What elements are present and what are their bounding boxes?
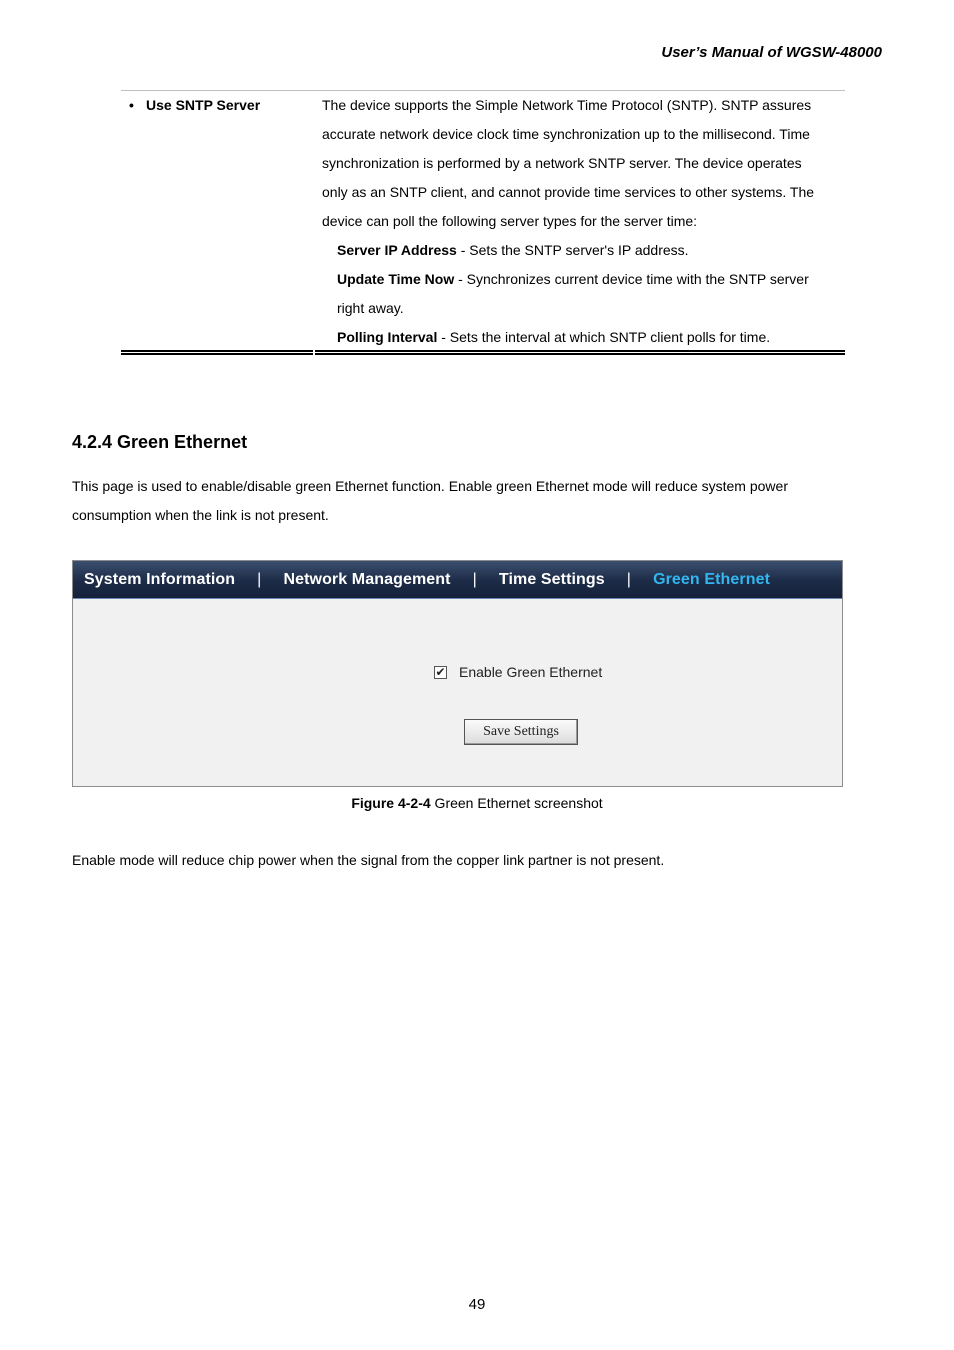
figure-number: Figure 4-2-4: [351, 795, 431, 811]
bullet-icon: •: [129, 97, 134, 113]
item-desc: - Synchronizes current device time with the SNTP server: [454, 271, 809, 287]
item-desc: right away.: [337, 300, 404, 316]
update-time-now-item: [322, 265, 845, 294]
description-note: Enable mode will reduce chip power when the signal from the copper link partner is not present.: [72, 852, 665, 868]
tab-network-management[interactable]: Network Management: [283, 570, 451, 588]
top-nav-bar: [73, 561, 842, 599]
page-number: 49: [468, 1296, 486, 1313]
item-desc: - Sets the SNTP server's IP address.: [456, 242, 689, 258]
polling-interval-item: [322, 323, 845, 352]
update-time-now-item-continued: [322, 294, 845, 323]
figure-caption: [0, 795, 954, 811]
description-line: accurate network device clock time synchronization up to the millisecond. Time: [322, 126, 810, 142]
green-ethernet-screenshot: [72, 560, 843, 787]
section-intro: [72, 472, 852, 530]
parameter-name-text: Use SNTP Server: [146, 97, 261, 113]
item-term: Polling Interval: [337, 329, 438, 345]
parameter-row: [121, 91, 845, 352]
tab-time-settings[interactable]: Time Settings: [498, 570, 605, 588]
description-line: device can poll the following server types for the server time:: [322, 213, 698, 229]
manual-header-title: User’s Manual of WGSW-48000: [661, 44, 882, 61]
parameter-description: [314, 91, 845, 352]
intro-line: This page is used to enable/disable green Ethernet function. Enable green Ethernet mode will reduce system power: [72, 478, 788, 494]
section-title: 4.2.4 Green Ethernet: [72, 432, 248, 452]
enable-green-ethernet-label: Enable Green Ethernet: [459, 664, 603, 680]
nav-separator: |: [626, 570, 632, 588]
description-line: only as an SNTP client, and cannot provide time services to other systems. The: [322, 184, 815, 200]
item-desc: - Sets the interval at which SNTP client polls for time.: [437, 329, 771, 345]
table-bottom-border: [121, 350, 845, 355]
save-settings-button[interactable]: Save Settings: [464, 719, 578, 745]
item-term: Update Time Now: [337, 271, 455, 287]
item-term: Server IP Address: [337, 242, 457, 258]
tab-green-ethernet[interactable]: Green Ethernet: [653, 570, 771, 588]
server-ip-address-item: [322, 236, 845, 265]
tab-system-information[interactable]: System Information: [84, 570, 236, 588]
enable-green-ethernet-row: [434, 664, 602, 680]
parameter-table: [121, 90, 845, 352]
description-line: The device supports the Simple Network Time Protocol (SNTP). SNTP assures: [322, 97, 812, 113]
intro-line: consumption when the link is not present.: [72, 507, 329, 523]
nav-separator: |: [257, 570, 262, 588]
figure-text: Green Ethernet screenshot: [430, 795, 603, 811]
description-line: synchronization is performed by a network SNTP server. The device operates: [322, 155, 802, 171]
parameter-name: [121, 91, 314, 352]
nav-separator: |: [472, 570, 477, 588]
enable-green-ethernet-checkbox[interactable]: ✔: [435, 665, 446, 679]
